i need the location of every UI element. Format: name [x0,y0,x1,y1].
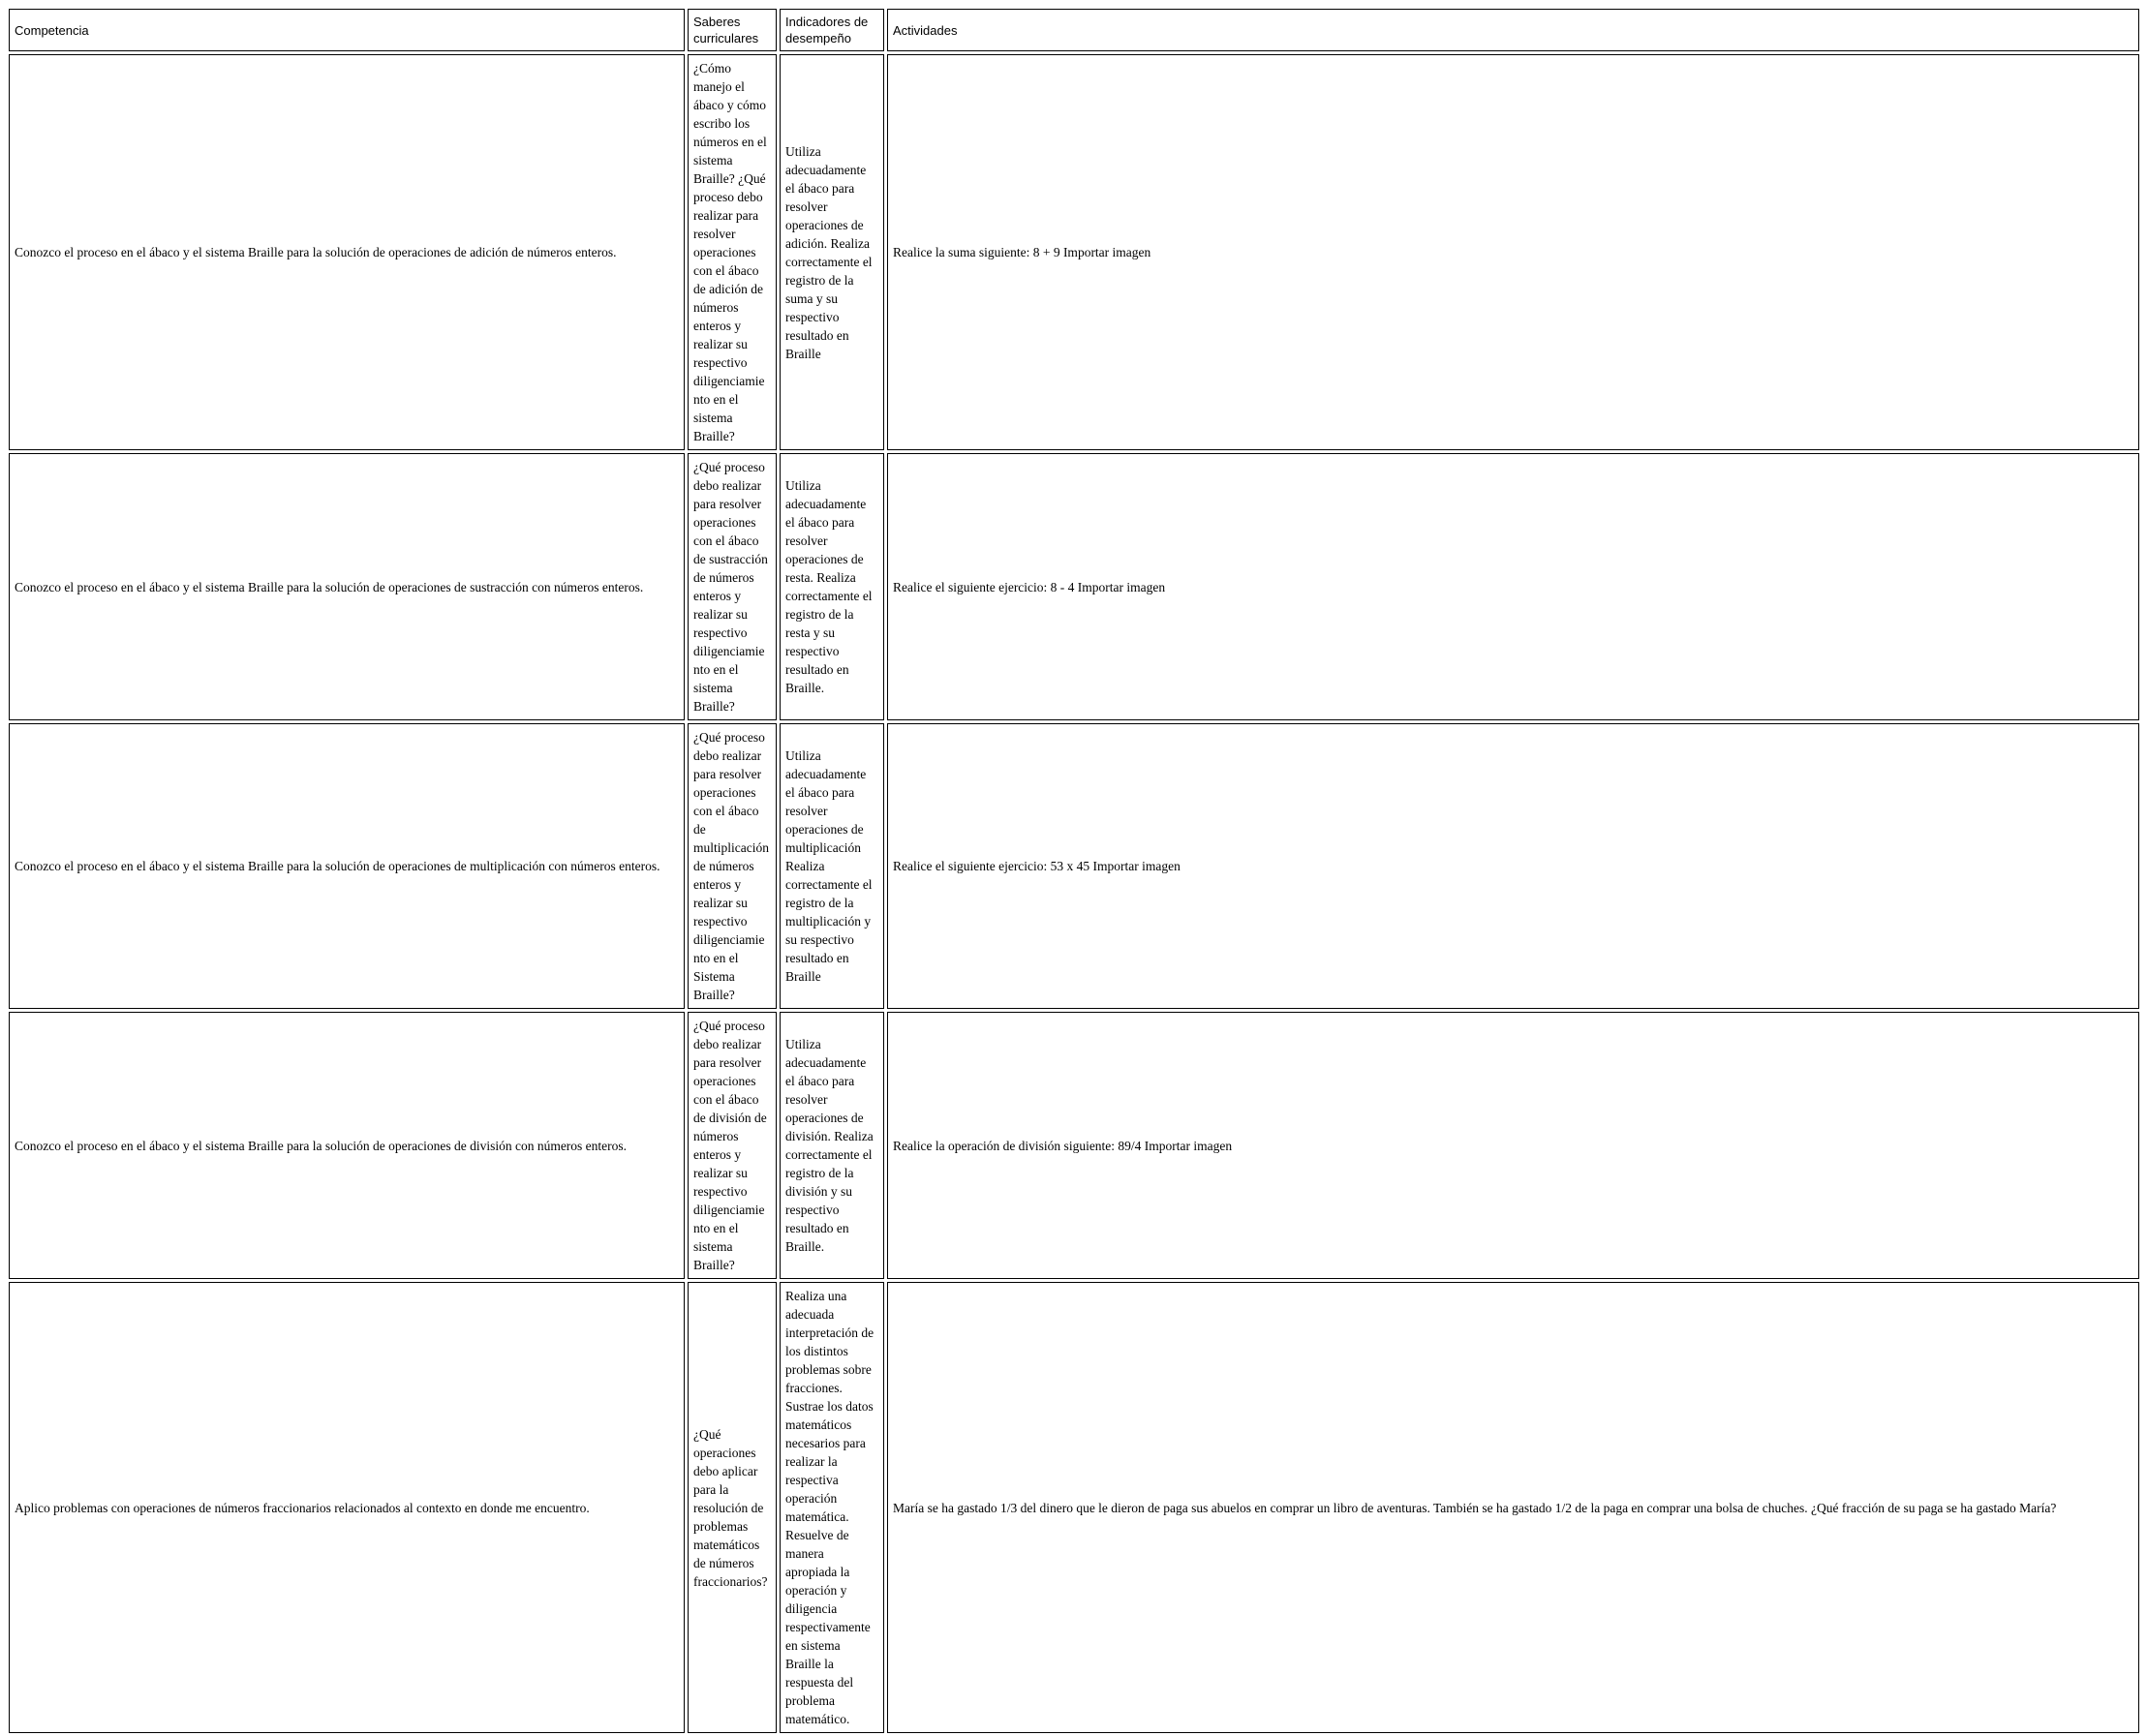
cell-competencia: Conozco el proceso en el ábaco y el sistema Braille para la solución de operaciones de multiplicación con números enteros. [9,723,685,1009]
header-actividades: Actividades [887,9,2139,51]
cell-saberes-curriculares: ¿Qué proceso debo realizar para resolver operaciones con el ábaco de multiplicación de números enteros y realizar su respectivo diligenciamiento en el Sistema Braille? [688,723,777,1009]
cell-competencia: Conozco el proceso en el ábaco y el sistema Braille para la solución de operaciones de división con números enteros. [9,1012,685,1279]
cell-actividades: Realice el siguiente ejercicio: 8 - 4 Importar imagen [887,453,2139,720]
cell-competencia: Conozco el proceso en el ábaco y el sistema Braille para la solución de operaciones de sustracción con números enteros. [9,453,685,720]
cell-competencia: Aplico problemas con operaciones de números fraccionarios relacionados al contexto en donde me encuentro. [9,1282,685,1733]
cell-competencia: Conozco el proceso en el ábaco y el sistema Braille para la solución de operaciones de adición de números enteros. [9,54,685,450]
cell-indicadores-de-desempeno: Utiliza adecuadamente el ábaco para resolver operaciones de resta. Realiza correctamente el registro de la resta y su respectivo resultado en Braille. [780,453,884,720]
cell-indicadores-de-desempeno: Realiza una adecuada interpretación de los distintos problemas sobre fracciones. Sustrae los datos matemáticos necesarios para realizar la respectiva operación matemática. Resuelve de manera apropiada la operación y diligencia respectivamente en sistema Braille la respuesta del problema matemático. [780,1282,884,1733]
table-header [9,9,2139,51]
header-competencia: Competencia [9,9,685,51]
header-row [9,9,2139,51]
cell-indicadores-de-desempeno: Utiliza adecuadamente el ábaco para resolver operaciones de división. Realiza correctamente el registro de la división y su respectivo resultado en Braille. [780,1012,884,1279]
cell-saberes-curriculares: ¿Cómo manejo el ábaco y cómo escribo los números en el sistema Braille? ¿Qué proceso debo realizar para resolver operaciones con el ábaco de adición de números enteros y realizar su respectivo diligenciamiento en el sistema Braille? [688,54,777,450]
table-row [9,1012,2139,1279]
cell-saberes-curriculares: ¿Qué proceso debo realizar para resolver operaciones con el ábaco de sustracción de números enteros y realizar su respectivo diligenciamiento en el sistema Braille? [688,453,777,720]
cell-saberes-curriculares: ¿Qué operaciones debo aplicar para la resolución de problemas matemáticos de números fraccionarios? [688,1282,777,1733]
cell-actividades: Realice la suma siguiente: 8 + 9 Importar imagen [887,54,2139,450]
table-body [9,54,2139,1733]
table-row [9,723,2139,1009]
header-saberes-curriculares: Saberes curriculares [688,9,777,51]
cell-actividades: Realice el siguiente ejercicio: 53 x 45 Importar imagen [887,723,2139,1009]
cell-indicadores-de-desempeno: Utiliza adecuadamente el ábaco para resolver operaciones de adición. Realiza correctamente el registro de la suma y su respectivo resultado en Braille [780,54,884,450]
cell-actividades: Realice la operación de división siguiente: 89/4 Importar imagen [887,1012,2139,1279]
cell-saberes-curriculares: ¿Qué proceso debo realizar para resolver operaciones con el ábaco de división de números enteros y realizar su respectivo diligenciamiento en el sistema Braille? [688,1012,777,1279]
table-row [9,54,2139,450]
cell-actividades: María se ha gastado 1/3 del dinero que le dieron de paga sus abuelos en comprar un libro de aventuras. También se ha gastado 1/2 de la paga en comprar una bolsa de chuches. ¿Qué fracción de su paga se ha gastado María? [887,1282,2139,1733]
curriculum-table [6,6,2142,1736]
cell-indicadores-de-desempeno: Utiliza adecuadamente el ábaco para resolver operaciones de multiplicación Realiza correctamente el registro de la multiplicación y su respectivo resultado en Braille [780,723,884,1009]
header-indicadores-de-desempeno: Indicadores de desempeño [780,9,884,51]
table-row [9,453,2139,720]
table-row [9,1282,2139,1733]
